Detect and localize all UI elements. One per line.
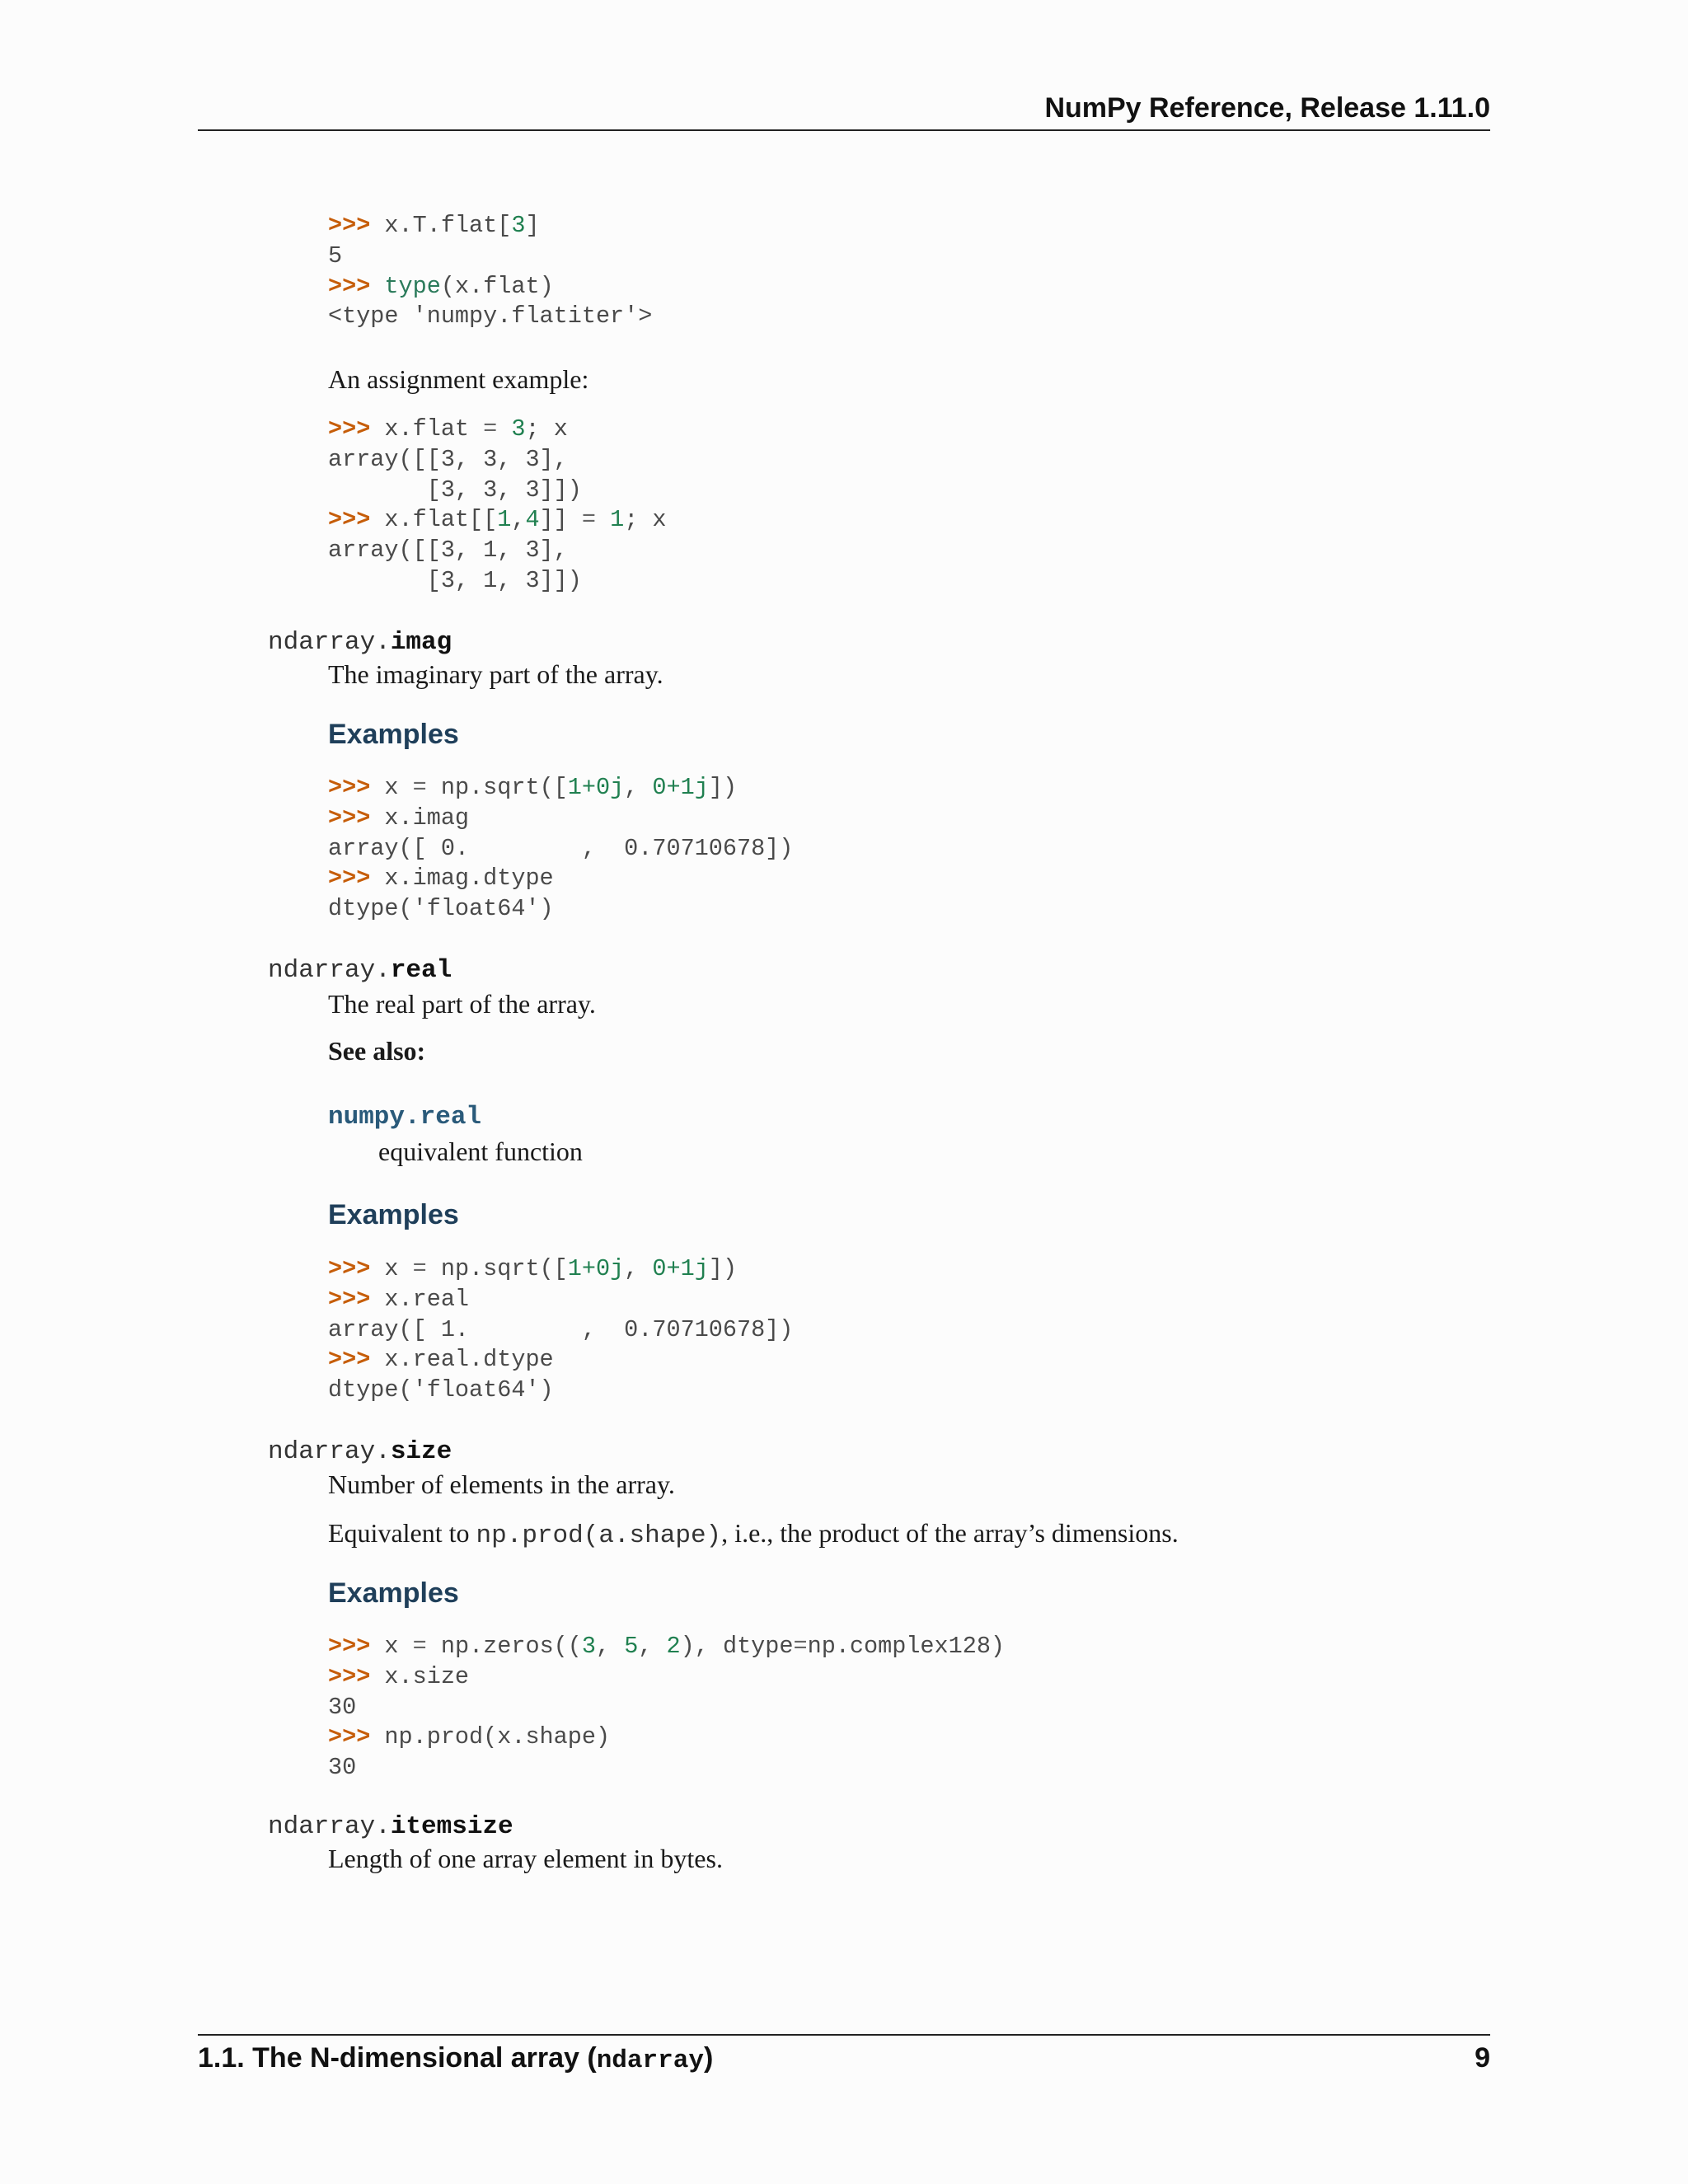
imag-description: The imaginary part of the array. <box>328 659 663 689</box>
code-token: x <box>384 1255 413 1282</box>
code-block-size <box>328 1632 1005 1783</box>
equivalent-prefix: Equivalent to <box>328 1518 476 1548</box>
code-token: [3, 3, 3]]) <box>328 476 582 504</box>
examples-heading-imag: Examples <box>328 719 459 750</box>
footer-rule <box>198 2034 1490 2036</box>
signature-imag <box>268 625 452 657</box>
operator-token: = <box>483 415 498 443</box>
code-token: dtype('float64') <box>328 1376 554 1404</box>
examples-heading-size: Examples <box>328 1577 459 1609</box>
code-token: ]] <box>539 506 582 534</box>
code-token: ), dtype <box>680 1633 794 1660</box>
code-line <box>328 273 554 300</box>
code-block-real <box>328 1254 793 1406</box>
code-line <box>328 1286 469 1313</box>
code-token: array([[3, 1, 3], <box>328 537 568 565</box>
code-line <box>328 1255 737 1282</box>
code-token: , <box>511 506 526 534</box>
code-token: array([[3, 3, 3], <box>328 445 568 473</box>
footer-section-title <box>198 2042 713 2075</box>
prompt-token: >>> <box>328 774 385 801</box>
page-number: 9 <box>1475 2042 1490 2074</box>
code-token: x.flat <box>384 415 484 443</box>
code-token: array([ 0. , 0.70710678]) <box>328 834 794 862</box>
code-token: ] <box>525 212 540 239</box>
code-line <box>328 1694 356 1721</box>
prompt-token: >>> <box>328 1723 385 1751</box>
code-token: x.real.dtype <box>384 1346 554 1374</box>
operator-token: = <box>581 506 596 534</box>
code-token: ]) <box>708 774 738 801</box>
code-token: 5 <box>328 241 343 269</box>
number-token: 0+1j <box>652 774 709 801</box>
code-token: 30 <box>328 1754 357 1782</box>
code-token: ; x <box>525 415 568 443</box>
number-token: 1 <box>610 506 625 534</box>
code-line <box>328 1723 610 1750</box>
code-token: array([ 1. , 0.70710678]) <box>328 1315 794 1343</box>
code-block-flat <box>328 211 652 332</box>
footer-section-text: 1.1. The N-dimensional array ( <box>198 2042 597 2074</box>
code-line <box>328 895 554 922</box>
code-token: np.complex128) <box>807 1633 1006 1660</box>
code-token: np.zeros(( <box>426 1633 582 1660</box>
number-token: 3 <box>511 212 526 239</box>
code-line <box>328 567 582 594</box>
signature-name: size <box>390 1437 452 1466</box>
code-token: x.T.flat[ <box>384 212 512 239</box>
itemsize-description: Length of one array element in bytes. <box>328 1844 723 1873</box>
code-line <box>328 415 568 443</box>
signature-name: imag <box>390 628 452 657</box>
prompt-token: >>> <box>328 272 385 300</box>
signature-prefix: ndarray. <box>268 1812 391 1841</box>
code-token: ]) <box>708 1255 738 1282</box>
prompt-token: >>> <box>328 804 385 832</box>
equivalent-suffix: , i.e., the product of the array’s dimensions. <box>721 1518 1179 1548</box>
see-also-description: equivalent function <box>378 1137 583 1166</box>
signature-prefix: ndarray. <box>268 956 391 985</box>
code-line <box>328 804 469 832</box>
operator-token: = <box>412 774 427 801</box>
operator-token: = <box>412 1255 427 1282</box>
code-token: np.sqrt([ <box>426 1255 568 1282</box>
number-token: 5 <box>624 1633 639 1660</box>
code-token: np.prod(x.shape) <box>384 1723 611 1751</box>
prompt-token: >>> <box>328 415 385 443</box>
code-token: x.flat[[ <box>384 506 498 534</box>
operator-token: = <box>793 1633 808 1660</box>
code-line <box>328 242 342 269</box>
code-token: , <box>638 1633 667 1660</box>
code-line <box>328 865 554 892</box>
number-token: 1+0j <box>567 1255 625 1282</box>
number-token: 1 <box>497 506 512 534</box>
footer-section-close: ) <box>703 2042 714 2074</box>
prompt-token: >>> <box>328 1662 385 1690</box>
code-token: x.imag.dtype <box>384 865 554 893</box>
code-line <box>328 302 652 330</box>
code-token: (x.flat) <box>440 272 554 300</box>
number-token: 1+0j <box>567 774 625 801</box>
header-rule <box>198 129 1490 131</box>
see-also-label: See also: <box>328 1036 426 1066</box>
code-line <box>328 446 568 473</box>
code-token: [3, 1, 3]]) <box>328 566 582 594</box>
code-line <box>328 1663 469 1690</box>
code-token: x.real <box>384 1285 470 1313</box>
code-line <box>328 212 540 239</box>
prompt-token: >>> <box>328 1285 385 1313</box>
number-token: 4 <box>525 506 540 534</box>
number-token: 3 <box>511 415 526 443</box>
examples-heading-real: Examples <box>328 1199 459 1230</box>
size-description: Number of elements in the array. <box>328 1469 675 1499</box>
signature-name: real <box>390 956 452 985</box>
code-token: , <box>596 1633 625 1660</box>
code-line <box>328 1346 554 1373</box>
number-token: 2 <box>666 1633 681 1660</box>
code-line <box>328 1754 356 1781</box>
code-token: dtype('float64') <box>328 895 554 923</box>
code-token <box>596 506 610 533</box>
footer-section-code: ndarray <box>596 2046 704 2075</box>
code-line <box>328 835 793 862</box>
number-token: 3 <box>581 1633 596 1660</box>
code-line <box>328 506 667 533</box>
code-token <box>497 415 511 443</box>
code-token: x <box>384 774 413 801</box>
signature-real <box>268 953 452 985</box>
code-line <box>328 1633 1005 1660</box>
real-description: The real part of the array. <box>328 989 596 1019</box>
builtin-token: type <box>384 272 441 300</box>
code-token: np.sqrt([ <box>426 774 568 801</box>
code-token: 30 <box>328 1693 357 1721</box>
code-token: <type 'numpy.flatiter'> <box>328 302 653 330</box>
prompt-token: >>> <box>328 1633 385 1660</box>
signature-prefix: ndarray. <box>268 628 391 657</box>
signature-prefix: ndarray. <box>268 1437 391 1466</box>
assignment-example-label: An assignment example: <box>328 364 589 394</box>
see-also-link-numpy-real[interactable]: numpy.real <box>328 1103 482 1132</box>
code-block-flat-assignment <box>328 415 667 597</box>
operator-token: = <box>412 1633 427 1660</box>
inline-code: np.prod(a.shape) <box>476 1521 722 1550</box>
code-token: , <box>624 774 653 801</box>
signature-size <box>268 1434 452 1466</box>
size-equivalent-text <box>328 1516 1179 1553</box>
code-token: x <box>384 1633 413 1660</box>
code-token: ; x <box>624 506 667 534</box>
prompt-token: >>> <box>328 1346 385 1374</box>
code-token: x.size <box>384 1662 470 1690</box>
signature-itemsize <box>268 1809 513 1841</box>
number-token: 0+1j <box>652 1255 709 1282</box>
running-header: NumPy Reference, Release 1.11.0 <box>1044 92 1490 124</box>
code-line <box>328 537 568 564</box>
prompt-token: >>> <box>328 1255 385 1282</box>
prompt-token: >>> <box>328 212 385 239</box>
code-token: x.imag <box>384 804 470 832</box>
code-line <box>328 476 582 504</box>
signature-name: itemsize <box>390 1812 513 1841</box>
code-token: , <box>624 1255 653 1282</box>
code-line <box>328 774 737 801</box>
code-line <box>328 1316 793 1343</box>
prompt-token: >>> <box>328 865 385 893</box>
code-line <box>328 1376 554 1404</box>
prompt-token: >>> <box>328 506 385 534</box>
code-block-imag <box>328 773 793 925</box>
